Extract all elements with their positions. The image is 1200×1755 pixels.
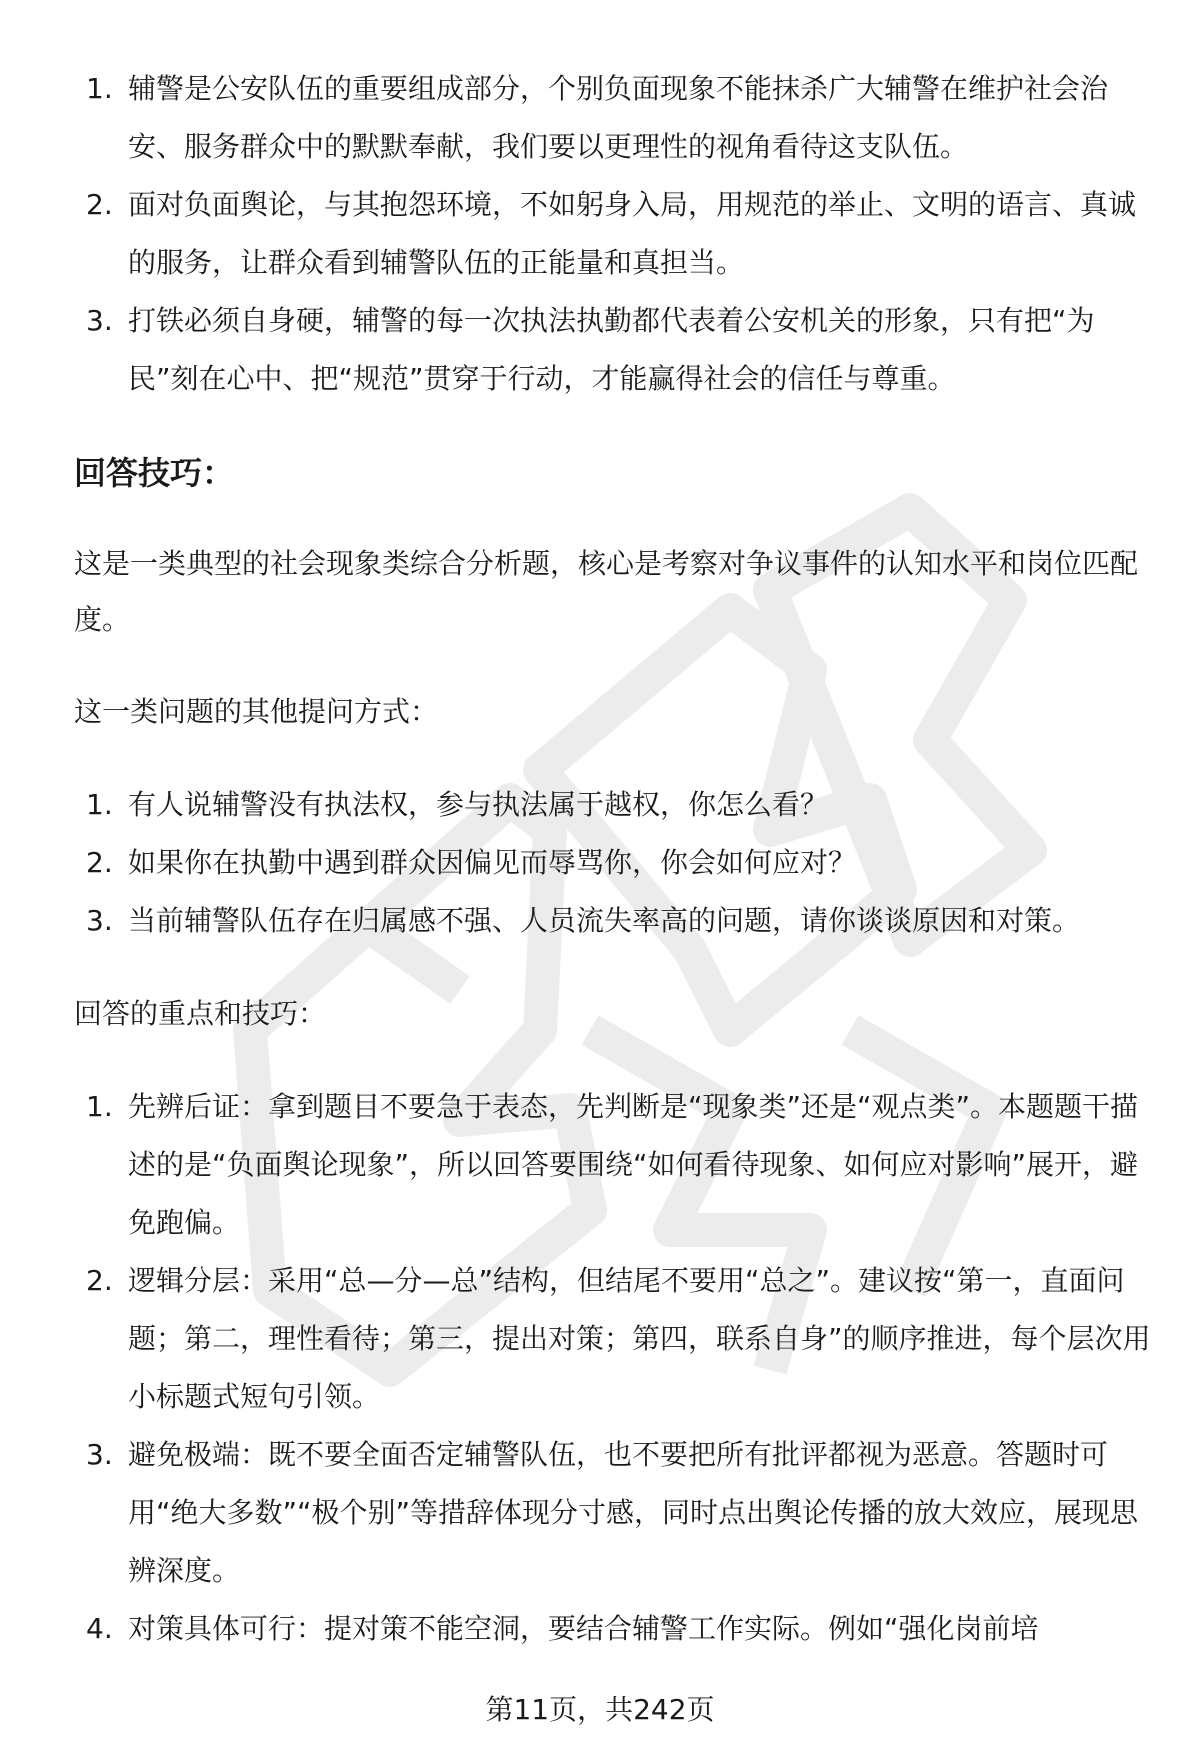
list-item-number: 3. (86, 1438, 113, 1471)
list-item (74, 892, 1154, 950)
list-item-text: 打铁必须自身硬，辅警的每一次执法执勤都代表着公安机关的形象，只有把“为民”刻在心中、把“规范”贯穿于行动，才能赢得社会的信任与尊重。 (128, 304, 1095, 395)
section-heading: 回答技巧： (74, 454, 235, 492)
list-item-number: 2. (86, 188, 113, 221)
list-item-text: 当前辅警队伍存在归属感不强、人员流失率高的问题，请你谈谈原因和对策。 (128, 904, 1081, 937)
list-item (74, 176, 1154, 292)
list-item-text: 如果你在执勤中遇到群众因偏见而辱骂你，你会如何应对？ (128, 846, 857, 879)
tips-list (74, 1078, 1154, 1658)
other-questions-list (74, 776, 1154, 950)
document-content (74, 60, 1154, 1658)
list-item (74, 1252, 1154, 1426)
list-item (74, 834, 1154, 892)
page-number-footer: 第11页，共242页 (485, 1693, 715, 1726)
list-item (74, 60, 1154, 176)
list-item (74, 1426, 1154, 1600)
list-item-text: 辅警是公安队伍的重要组成部分，个别负面现象不能抹杀广大辅警在维护社会治安、服务群众中的默默奉献，我们要以更理性的视角看待这支队伍。 (128, 72, 1109, 163)
list-item (74, 292, 1154, 408)
list-item-number: 3. (86, 904, 113, 937)
list-item-number: 1. (86, 72, 113, 105)
list-item-text: 避免极端：既不要全面否定辅警队伍，也不要把所有批评都视为恶意。答题时可用“绝大多数”“极个别”等措辞体现分寸感，同时点出舆论传播的放大效应，展现思辨深度。 (128, 1438, 1139, 1587)
intro-paragraph: 这是一类典型的社会现象类综合分析题，核心是考察对争议事件的认知水平和岗位匹配度。 (74, 547, 1139, 636)
list-item-text: 逻辑分层：采用“总—分—总”结构，但结尾不要用“总之”。建议按“第一，直面问题；第二，理性看待；第三，提出对策；第四，联系自身”的顺序推进，每个层次用小标题式短句引领。 (128, 1264, 1151, 1413)
summary-list (74, 60, 1154, 408)
list-item-number: 1. (86, 788, 113, 821)
other-questions-label: 这一类问题的其他提问方式： (74, 695, 439, 728)
list-item (74, 1078, 1154, 1252)
tips-label: 回答的重点和技巧： (74, 997, 327, 1030)
list-item (74, 1600, 1154, 1658)
list-item-text: 面对负面舆论，与其抱怨环境，不如躬身入局，用规范的举止、文明的语言、真诚的服务，让群众看到辅警队伍的正能量和真担当。 (128, 188, 1137, 279)
list-item-number: 2. (86, 846, 113, 879)
list-item-number: 2. (86, 1264, 113, 1297)
list-item-text: 对策具体可行：提对策不能空洞，要结合辅警工作实际。例如“强化岗前培 (128, 1612, 1039, 1645)
list-item-number: 1. (86, 1090, 113, 1123)
list-item-text: 有人说辅警没有执法权，参与执法属于越权，你怎么看？ (128, 788, 829, 821)
list-item (74, 776, 1154, 834)
list-item-number: 3. (86, 304, 113, 337)
list-item-text: 先辨后证：拿到题目不要急于表态，先判断是“现象类”还是“观点类”。本题题干描述的是“负面舆论现象”，所以回答要围绕“如何看待现象、如何应对影响”展开，避免跑偏。 (128, 1090, 1139, 1239)
list-item-number: 4. (86, 1612, 113, 1645)
